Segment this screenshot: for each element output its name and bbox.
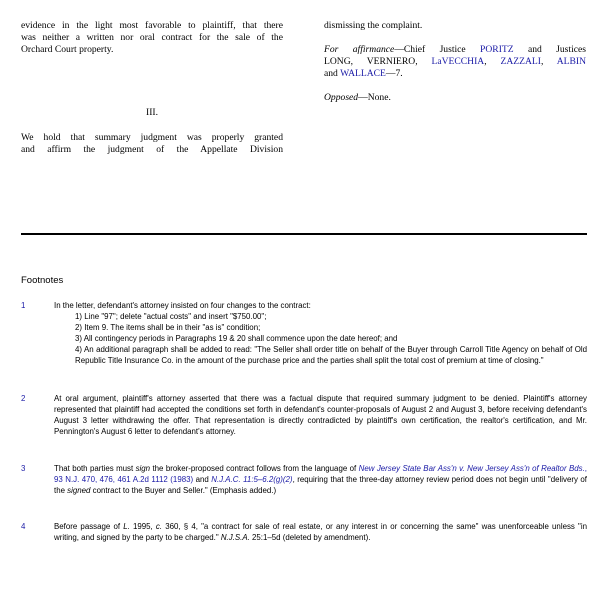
text-line: was neither a written nor oral contract for the sale of the: [21, 32, 283, 43]
right-column: [324, 20, 586, 104]
justice-link-zazzali[interactable]: ZAZZALI: [500, 56, 541, 67]
footnote-number[interactable]: 1: [21, 301, 26, 310]
affirmance-label: For affirmance: [324, 44, 395, 55]
footnote-text: [54, 463, 587, 496]
justices-line-end: [324, 68, 586, 80]
footnote-item: 2) Item 9. The items shall be in their "as is" condition;: [75, 323, 261, 332]
justice-link-lavecchia[interactable]: LaVECCHIA: [431, 56, 485, 67]
affirmance-line: [324, 44, 586, 56]
fn3-text-1: That both parties must: [54, 464, 136, 473]
justice-link-poritz[interactable]: PORITZ: [480, 44, 514, 55]
footnote-number[interactable]: 2: [21, 394, 26, 403]
footnote-body: [54, 393, 587, 437]
footnote-body: [54, 521, 587, 543]
footnote-body: [54, 300, 587, 366]
justices-line: LONG, VERNIERO, LaVECCHIA, ZAZZALI, ALBIN: [324, 56, 586, 67]
opposed-label: Opposed: [324, 92, 359, 103]
justices-text: LONG, VERNIERO,: [324, 56, 432, 67]
fn3-text-4: , requiring that the three-day attorney review period does not begin until "delivery of the: [54, 475, 587, 495]
left-column-paragraph: [21, 20, 283, 56]
footnote-number[interactable]: 3: [21, 464, 26, 473]
section-heading: III.: [146, 107, 158, 118]
fn3-text-5: contract to the Buyer and Seller." (Emphasis added.): [90, 486, 277, 495]
footnote-item: 3) All contingency periods in Paragraphs 19 & 20 shall commence upon the date hereof; and: [75, 334, 398, 343]
fn4-text-1: Before passage of: [54, 522, 124, 531]
footnotes-divider: [21, 233, 587, 235]
footnote-text: At oral argument, plaintiff's attorney asserted that there was a factual dispute that required summary judgment to be denied. Plaintiff's attorney represented that plaintiff had accepted the conditions set forth in defendant's counter-proposals of August 2 and August 3, before receiving defendant's August 3 letter withdrawing the offer. That representation is directly contradicted by plaintiff's own certification, the realtor's certification, and Mr. Pennington's August 6 letter to defendant's attorney.: [54, 394, 587, 436]
text-line: evidence in the light most favorable to plaintiff, that there: [21, 20, 283, 31]
fn4-chapter: c.: [155, 522, 163, 531]
footnote-number[interactable]: 4: [21, 522, 26, 531]
fn3-text-3: and: [193, 475, 212, 484]
text-line: dismissing the complaint.: [324, 20, 423, 31]
fn3-sign: sign: [135, 464, 151, 473]
fn3-signed: signed: [67, 486, 91, 495]
justice-link-wallace[interactable]: WALLACE: [340, 68, 386, 79]
text-line: and affirm the judgment of the Appellate Division: [21, 144, 283, 155]
fn4-statute: N.J.S.A.: [220, 533, 250, 542]
footnote-item: 4) An additional paragraph shall be added to read: "The Seller shall order title on behalf of the Buyer through Carroll Title Agency on behalf of Old Republic Title Insurance Co. in the amount of the purchase price and the parties shall split the total cost of premium at time of closing.": [75, 345, 587, 365]
fn3-text-2: the broker-proposed contract follows from the language of: [150, 464, 359, 473]
fn4-text-2: 1995,: [129, 522, 156, 531]
justice-link-albin[interactable]: ALBIN: [556, 56, 586, 67]
fn4-law: L.: [123, 522, 130, 531]
footnote-intro: In the letter, defendant's attorney insisted on four changes to the contract:: [54, 301, 311, 310]
vote-count: —7.: [385, 68, 403, 79]
opposed-value: —None.: [358, 92, 391, 103]
text-line: Orchard Court property.: [21, 44, 114, 55]
affirmance-dash: —Chief Justice: [394, 44, 481, 55]
opposed-line: [324, 92, 586, 104]
fn4-text-4: 25:1–5d (deleted by amendment).: [249, 533, 371, 542]
fn4-text-3: 360, § 4, "a contract for sale of real estate, or any interest in or concerning the same" was unenforceable unless "in writing, and signed by the party to be charged.": [54, 522, 587, 542]
and-word: and: [324, 68, 341, 79]
and-justices-text: and Justices: [513, 44, 586, 55]
footnote-item: 1) Line "97"; delete "actual costs" and insert "$750.00";: [75, 312, 267, 321]
case-name: New Jersey State Bar Ass'n v. New Jersey Ass'n of Realtor Bds.: [358, 464, 585, 473]
rule-citation-link[interactable]: N.J.A.C. 11:5–6.2(g)(2): [211, 475, 293, 484]
footnote-body: [54, 463, 587, 496]
holding-paragraph: [21, 132, 283, 156]
footnotes-title: Footnotes: [21, 275, 64, 286]
case-cite: , 93 N.J. 470, 476, 461 A.2d 1112 (1983): [54, 464, 587, 484]
text-line: We hold that summary judgment was properly granted: [21, 132, 283, 143]
footnote-text: [54, 521, 587, 543]
